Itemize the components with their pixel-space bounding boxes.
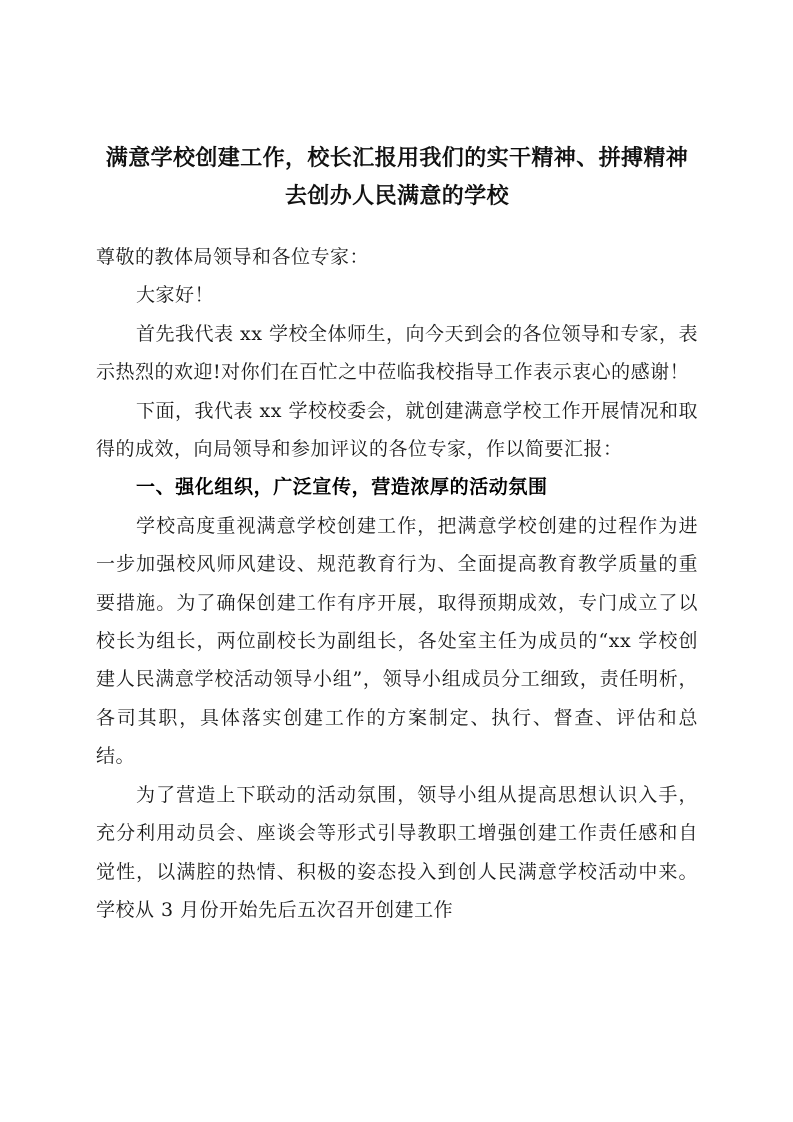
paragraph-salutation: 尊敬的教体局领导和各位专家：	[96, 246, 370, 268]
page-title: 满意学校创建工作，校长汇报用我们的实干精神、拼搏精神去创办人民满意的学校	[105, 146, 689, 209]
paragraph-section-1-2: 为了营造上下联动的活动氛围，领导小组从提高思想认识入手，充分利用动员会、座谈会等形式引导教职工增强创建工作责任感和自觉性，以满腔的热情、积极的姿态投入到创人民满意学校活动中来。学校从 3 月份开始先后五次召开创建工作	[96, 783, 698, 921]
document-body	[96, 140, 698, 929]
paragraph-welcome: 首先我代表 xx 学校全体师生，向今天到会的各位领导和专家，表示热烈的欢迎!对你们在百忙之中莅临我校指导工作表示衷心的感谢！	[96, 322, 699, 384]
paragraph-section-1-1: 学校高度重视满意学校创建工作，把满意学校创建的过程作为进一步加强校风师风建设、规范教育行为、全面提高教育教学质量的重要措施。为了确保创建工作有序开展，取得预期成效，专门成立了以校长为组长，两位副校长为副组长，各处室主任为成员的“xx 学校创建人民满意学校活动领导小组”，领导小组成员分工细致，责任明析，各司其职，具体落实创建工作的方案制定、执行、督查、评估和总结。	[96, 514, 698, 768]
paragraph-intro-report: 下面，我代表 xx 学校校委会，就创建满意学校工作开展情况和取得的成效，向局领导和参加评议的各位专家，作以简要汇报：	[96, 399, 699, 461]
title-spacer	[96, 220, 698, 238]
section-heading-1: 一、强化组织，广泛宣传，营造浓厚的活动氛围	[136, 476, 548, 499]
paragraph-greeting: 大家好！	[136, 284, 215, 307]
